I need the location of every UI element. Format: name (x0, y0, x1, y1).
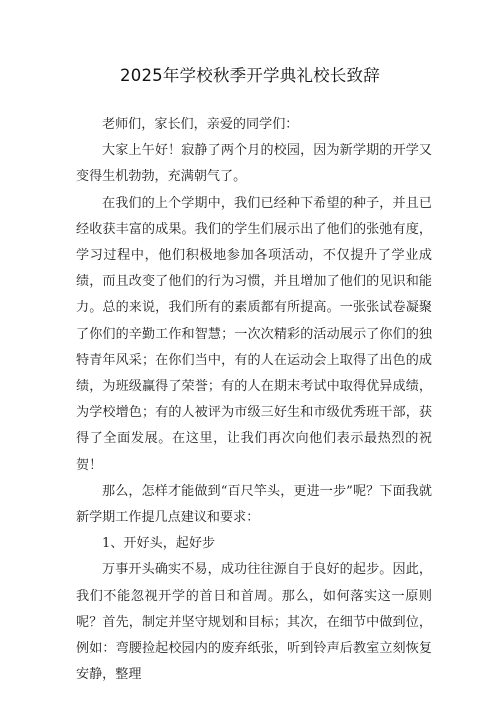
greeting-paragraph: 大家上午好！寂静了两个月的校园，因为新学期的开学又变得生机勃勃，充满朝气了。 (76, 143, 432, 185)
transition-paragraph: 那么，怎样才能做到“百尺竿头，更进一步”呢？下面我就新学期工作提几点建议和要求： (76, 483, 432, 526)
section-heading: 1、开好头，起好步 (102, 536, 216, 552)
review-paragraph: 在我们的上个学期中，我们已经种下希望的种子，并且已经收获丰富的成果。我们的学生们展示出了他们的张弛有度，学习过程中，他们积极地参加各项活动，不仅提升了学业成绩，而且改变了他们的行为习惯，并且增加了他们的见识和能力。总的来说，我们所有的素质都有所提高。一张张试卷凝聚了你们的辛勤工作和智慧；一次次精彩的活动展示了你们的独特青年风采；在你们当中，有的人在运动会上取得了出色的成绩，为班级赢得了荣誉；有的人在期末考试中取得优异成绩，为学校增色；有的人被评为市级三好生和市级优秀班干部，获得了全面发展。在这里，让我们再次向他们表示最热烈的祝贺！ (76, 195, 432, 473)
document-body (76, 112, 432, 688)
document-title: 2025年学校秋季开学典礼校长致辞 (120, 66, 380, 85)
salutation-paragraph: 老师们，家长们，亲爱的同学们： (102, 117, 299, 132)
section-paragraph: 万事开头确实不易，成功往往源自于良好的起步。因此，我们不能忽视开学的首日和首周。那么，如何落实这一原则呢？首先，制定并坚守规划和目标；其次，在细节中做到位，例如：弯腰捡起校园内的废弃纸张，听到铃声后教室立刻恢复安静，整理 (76, 562, 432, 683)
